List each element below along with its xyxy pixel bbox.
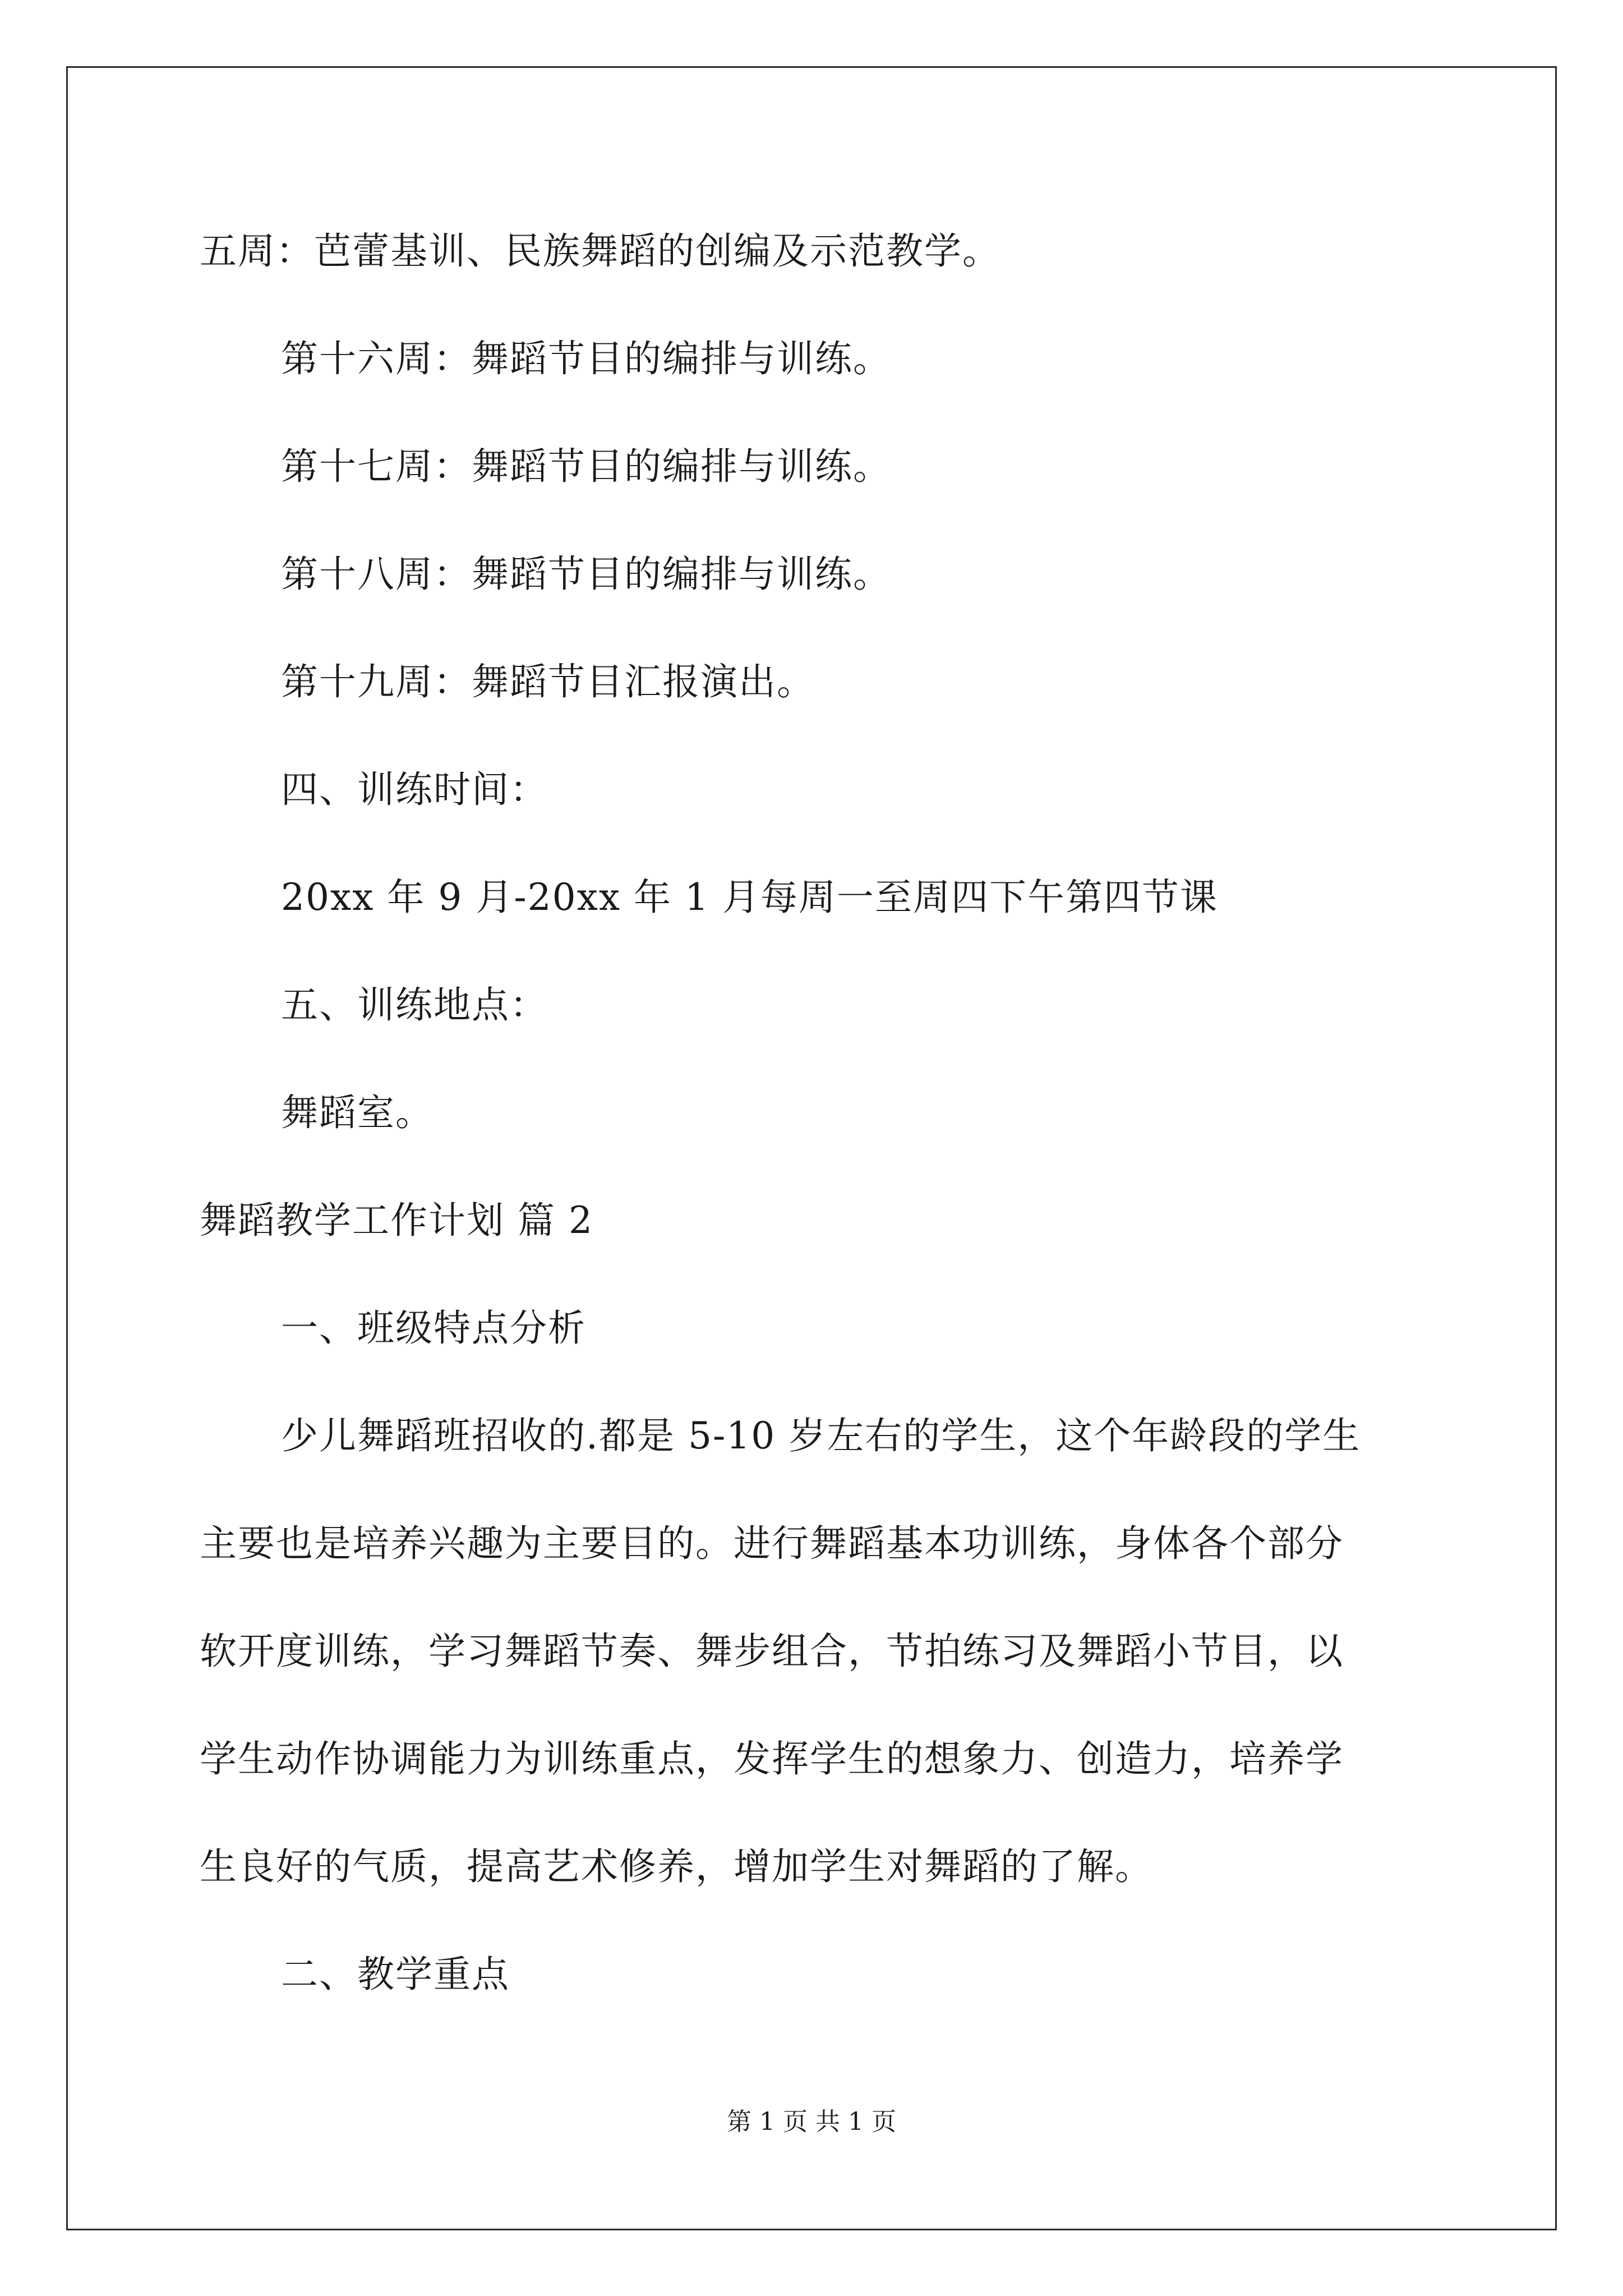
paragraph-line: 主要也是培养兴趣为主要目的。进行舞蹈基本功训练，身体各个部分 <box>200 1522 1344 1565</box>
paragraph-line: 学生动作协调能力为训练重点，发挥学生的想象力、创造力，培养学 <box>200 1737 1344 1780</box>
section-heading-analysis: 一、班级特点分析 <box>281 1306 586 1350</box>
section-heading-location: 五、训练地点： <box>281 983 548 1027</box>
text-line-week15: 五周：芭蕾基训、民族舞蹈的创编及示范教学。 <box>200 229 1000 273</box>
text-line-week16: 第十六周：舞蹈节目的编排与训练。 <box>281 337 891 380</box>
section-heading-focus: 二、教学重点 <box>281 1953 510 1996</box>
article-title: 舞蹈教学工作计划 篇 2 <box>200 1199 593 1242</box>
page-border <box>66 66 1557 2230</box>
paragraph-line: 软开度训练，学习舞蹈节奏、舞步组合，节拍练习及舞蹈小节目，以 <box>200 1630 1344 1673</box>
paragraph-line: 生良好的气质，提高艺术修养，增加学生对舞蹈的了解。 <box>200 1845 1153 1888</box>
paragraph-line: 少儿舞蹈班招收的.都是 5-10 岁左右的学生，这个年龄段的学生 <box>281 1414 1361 1457</box>
text-line-schedule: 20xx 年 9 月-20xx 年 1 月每周一至周四下午第四节课 <box>281 876 1219 919</box>
page-footer: 第 1 页 共 1 页 <box>727 2108 896 2136</box>
text-line-location: 舞蹈室。 <box>281 1091 434 1134</box>
section-heading-time: 四、训练时间： <box>281 768 548 811</box>
text-line-week17: 第十七周：舞蹈节目的编排与训练。 <box>281 445 891 488</box>
text-line-week18: 第十八周：舞蹈节目的编排与训练。 <box>281 553 891 596</box>
text-line-week19: 第十九周：舞蹈节目汇报演出。 <box>281 660 815 703</box>
